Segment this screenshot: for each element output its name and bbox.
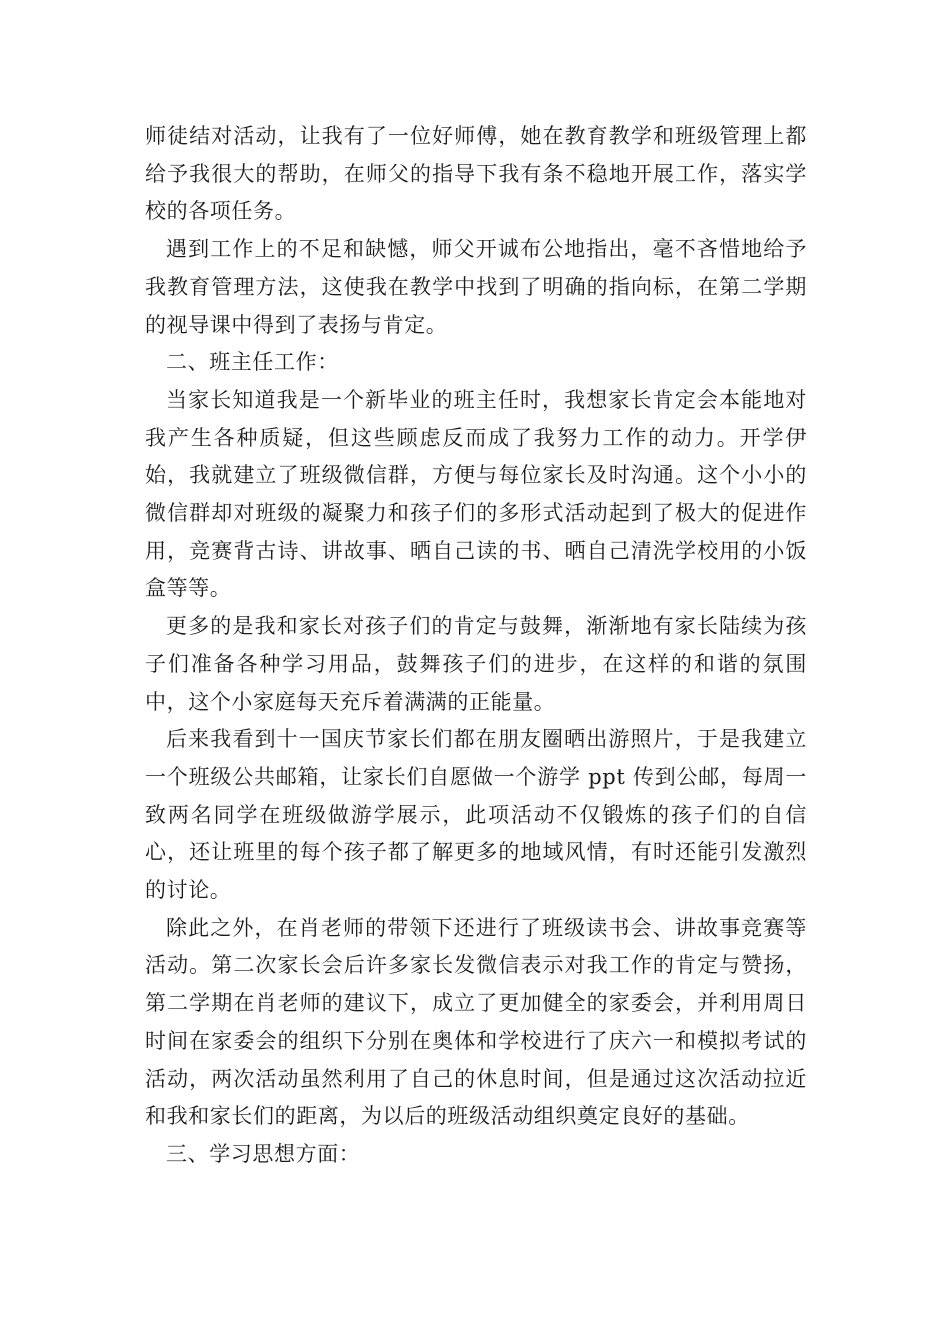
paragraph-parent-committee: 除此之外，在肖老师的带领下还进行了班级读书会、讲故事竞赛等活动。第二次家长会后许多家长发微信表示对我工作的肯定与赞扬，第二学期在肖老师的建议下，成立了更加健全的家委会，并利用周日时间在家委会的组织下分别在奥体和学校进行了庆六一和模拟考试的活动，两次活动虽然利用了自己的休息时间，但是通过这次活动拉近和我和家长们的距离，为以后的班级活动组织奠定良好的基础。: [145, 915, 807, 1129]
section-heading-head-teacher-work: 二、班主任工作：: [166, 350, 339, 375]
paragraph-wechat-group: 当家长知道我是一个新毕业的班主任时，我想家长肯定会本能地对我产生各种质疑，但这些顾虑反而成了我努力工作的动力。开学伊始，我就建立了班级微信群，方便与每位家长及时沟通。这个小小的微信群却对班级的凝聚力和孩子们的多形式活动起到了极大的促进作用，竞赛背古诗、讲故事、晒自己读的书、晒自己清洗学校用的小饭盒等等。: [145, 387, 807, 601]
paragraph-encouragement: 更多的是我和家长对孩子们的肯定与鼓舞，渐渐地有家长陆续为孩子们准备各种学习用品，鼓舞孩子们的进步，在这样的和谐的氛围中，这个小家庭每天充斥着满满的正能量。: [145, 614, 807, 714]
paragraph-mentor-feedback: 遇到工作上的不足和缺憾，师父开诚布公地指出，毫不吝惜地给予我教育管理方法，这使我在教学中找到了明确的指向标，在第二学期的视导课中得到了表扬与肯定。: [145, 237, 807, 337]
document-page: [145, 118, 807, 1174]
paragraph-class-mailbox: 后来我看到十一国庆节家长们都在朋友圈晒出游照片，于是我建立一个班级公共邮箱，让家长们自愿做一个游学 ppt 传到公邮，每周一致两名同学在班级做游学展示，此项活动不仅锻炼的孩子们的自信心，还让班里的每个孩子都了解更多的地域风情，有时还能引发激烈的讨论。: [145, 727, 807, 903]
paragraph-mentorship-intro: 师徒结对活动，让我有了一位好师傅，她在教育教学和班级管理上都给予我很大的帮助，在师父的指导下我有条不稳地开展工作，落实学校的各项任务。: [145, 124, 807, 224]
section-heading-study-thought: 三、学习思想方面：: [166, 1141, 361, 1166]
